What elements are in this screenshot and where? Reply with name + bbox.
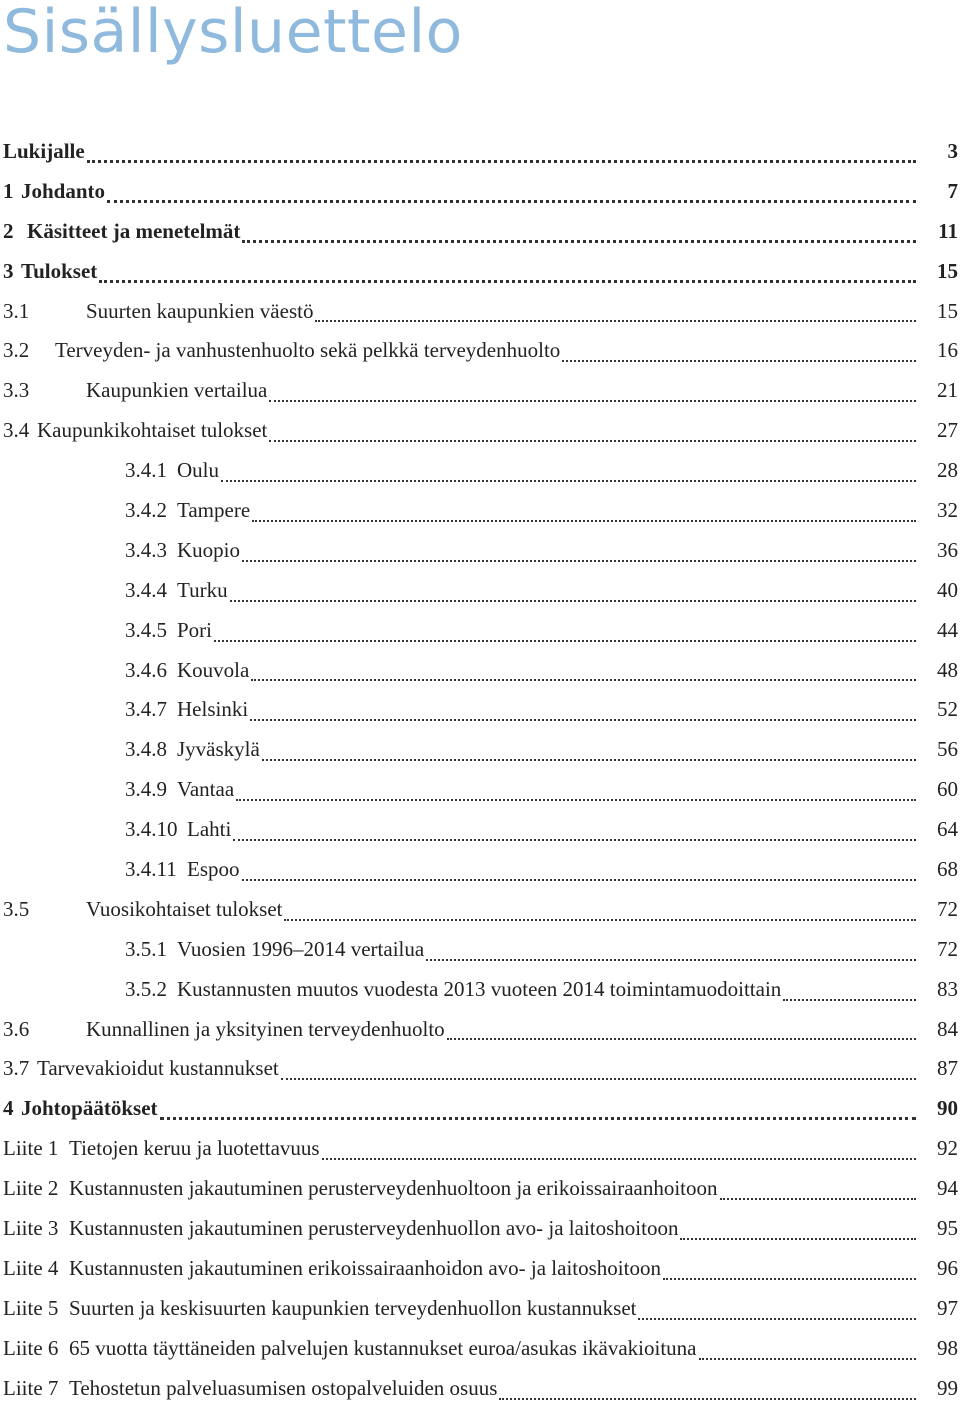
- toc-entry-title: Tehostetun palveluasumisen ostopalveluiden osuus: [69, 1375, 498, 1400]
- dot-leader: [160, 1089, 916, 1129]
- toc-entry[interactable]: [0, 890, 960, 930]
- dot-leader: [221, 451, 916, 491]
- toc-entry-number: 3.4.5: [125, 617, 167, 642]
- dot-leader: [87, 132, 916, 172]
- toc-entry-page-number: 7: [947, 178, 958, 203]
- toc-entry[interactable]: [0, 491, 960, 531]
- toc-entry-page-number: 40: [937, 577, 958, 602]
- toc-entry-page-number: 64: [937, 817, 958, 842]
- toc-entry-number: Liite 7: [3, 1375, 59, 1400]
- dot-leader: [783, 970, 916, 1010]
- toc-entry-title: Lahti: [187, 817, 232, 842]
- dot-leader: [214, 611, 916, 651]
- toc-entry-title: Terveyden- ja vanhustenhuolto sekä pelkkä terveydenhuolto: [55, 338, 561, 363]
- toc-entry-title: Suurten ja keskisuurten kaupunkien terveydenhuollon kustannukset: [69, 1295, 637, 1320]
- toc-entry-page-number: 83: [937, 976, 958, 1001]
- toc-entry[interactable]: [0, 371, 960, 411]
- toc-entry-number: Liite 2: [3, 1176, 59, 1201]
- toc-entry-page-number: 56: [937, 737, 958, 762]
- toc-entry[interactable]: [0, 930, 960, 970]
- toc-entry-page-number: 3: [947, 139, 958, 163]
- dot-leader: [242, 531, 916, 571]
- toc-entry[interactable]: [0, 172, 960, 212]
- toc-entry-page-number: 87: [937, 1056, 958, 1081]
- toc-entry-title: Kustannusten jakautuminen erikoissairaanhoidon avo- ja laitoshoitoon: [69, 1255, 661, 1280]
- toc-entry-number: 3.2: [3, 338, 30, 363]
- toc-entry-page-number: 96: [937, 1255, 958, 1280]
- toc-entry[interactable]: [0, 1329, 960, 1369]
- toc-entry[interactable]: [0, 1089, 960, 1129]
- toc-entry-page-number: 28: [937, 458, 958, 483]
- toc-entry[interactable]: [0, 1010, 960, 1050]
- dot-leader: [230, 571, 916, 611]
- toc-entry[interactable]: [0, 690, 960, 730]
- toc-entry-page-number: 84: [937, 1016, 958, 1041]
- toc-entry[interactable]: [0, 411, 960, 451]
- toc-entry-title: Kustannusten jakautuminen perusterveydenhuoltoon ja erikoissairaanhoitoon: [69, 1176, 718, 1201]
- toc-entry-title: Lukijalle: [3, 139, 85, 163]
- dot-leader: [284, 890, 916, 930]
- dot-leader: [262, 730, 916, 770]
- toc-entry-number: 3.6: [3, 1016, 30, 1041]
- toc-entry[interactable]: [0, 531, 960, 571]
- toc-entry-page-number: 94: [937, 1176, 958, 1201]
- toc-entry-title: Vuosien 1996–2014 vertailua: [177, 936, 425, 961]
- toc-entry[interactable]: [0, 651, 960, 691]
- toc-entry[interactable]: [0, 132, 960, 172]
- toc-entry[interactable]: [0, 1169, 960, 1209]
- toc-entry-page-number: 90: [937, 1096, 958, 1121]
- toc-entry-page-number: 15: [937, 298, 958, 323]
- toc-entry-number: 3.4.8: [125, 737, 167, 762]
- toc-entry-title: Kustannusten jakautuminen perusterveydenhuollon avo- ja laitoshoitoon: [69, 1216, 679, 1241]
- toc-entry-page-number: 48: [937, 657, 958, 682]
- toc-entry-page-number: 21: [937, 378, 958, 403]
- dot-leader: [242, 212, 916, 252]
- toc-entry-number: 3.5.1: [125, 936, 167, 961]
- toc-entry-number: 3.1: [3, 298, 30, 323]
- toc-entry-title: Tampere: [177, 498, 251, 523]
- toc-entry-page-number: 68: [937, 857, 958, 882]
- toc-entry-page-number: 60: [937, 777, 958, 802]
- toc-entry-number: Liite 3: [3, 1216, 59, 1241]
- toc-entry-number: 3.4.7: [125, 697, 167, 722]
- toc-entry-title: Tietojen keruu ja luotettavuus: [69, 1136, 320, 1161]
- toc-entry[interactable]: [0, 970, 960, 1010]
- toc-entry[interactable]: [0, 571, 960, 611]
- toc-entry-title: Kuopio: [177, 537, 240, 562]
- toc-entry-title: Johtopäätökset: [21, 1096, 158, 1121]
- toc-entry-number: 1: [3, 178, 14, 203]
- dot-leader: [107, 172, 916, 212]
- toc-entry-number: 3.4.1: [125, 458, 167, 483]
- dot-leader: [426, 930, 916, 970]
- dot-leader: [680, 1209, 916, 1249]
- toc-entry-number: 2: [3, 218, 14, 243]
- toc-entry-title: Oulu: [177, 458, 219, 483]
- dot-leader: [242, 850, 917, 890]
- dot-leader: [562, 331, 916, 371]
- toc-entry-title: Vantaa: [177, 777, 235, 802]
- dot-leader: [315, 292, 916, 332]
- toc-entry[interactable]: [0, 212, 960, 252]
- toc-entry[interactable]: [0, 1049, 960, 1089]
- toc-entry-number: 3.3: [3, 378, 30, 403]
- toc-entry-number: 3.4.9: [125, 777, 167, 802]
- toc-entry-number: 3.4.6: [125, 657, 167, 682]
- toc-entry-title: Espoo: [187, 857, 240, 882]
- dot-leader: [638, 1289, 916, 1329]
- toc-entry-title: Jyväskylä: [177, 737, 260, 762]
- toc-entry[interactable]: [0, 1249, 960, 1289]
- toc-entry-page-number: 52: [937, 697, 958, 722]
- dot-leader: [699, 1329, 917, 1369]
- toc-entry-page-number: 36: [937, 537, 958, 562]
- toc-entry-title: Kaupunkien vertailua: [86, 378, 268, 403]
- toc-entry-title: Johdanto: [21, 178, 106, 203]
- toc-entry-page-number: 72: [937, 936, 958, 961]
- toc-entry-title: Kustannusten muutos vuodesta 2013 vuoteen 2014 toimintamuodoittain: [177, 976, 782, 1001]
- toc-entry-number: Liite 4: [3, 1255, 59, 1280]
- toc-entry-number: Liite 1: [3, 1136, 59, 1161]
- dot-leader: [269, 371, 916, 411]
- toc-entry-title: Turku: [177, 577, 228, 602]
- toc-entry-title: 65 vuotta täyttäneiden palvelujen kustannukset euroa/asukas ikävakioituna: [69, 1335, 697, 1360]
- dot-leader: [252, 491, 916, 531]
- toc-entry-title: Tarvevakioidut kustannukset: [37, 1056, 279, 1081]
- toc-entry-page-number: 97: [937, 1295, 958, 1320]
- toc-entry[interactable]: [0, 611, 960, 651]
- toc-entry-number: Liite 5: [3, 1295, 59, 1320]
- dot-leader: [720, 1169, 916, 1209]
- dot-leader: [322, 1129, 916, 1169]
- dot-leader: [663, 1249, 916, 1289]
- toc-entry-page-number: 16: [937, 338, 958, 363]
- toc-entry-number: 3.4.4: [125, 577, 167, 602]
- toc-entry-page-number: 95: [937, 1216, 958, 1241]
- toc-entry-number: 3.4.10: [125, 817, 178, 842]
- page-title: Sisällysluettelo: [3, 0, 463, 67]
- toc-entry-page-number: 32: [937, 498, 958, 523]
- toc-entry[interactable]: [0, 1209, 960, 1249]
- dot-leader: [447, 1010, 916, 1050]
- toc-entry[interactable]: [0, 331, 960, 371]
- toc-entry[interactable]: [0, 770, 960, 810]
- dot-leader: [236, 770, 916, 810]
- toc-entry-title: Tulokset: [21, 258, 98, 283]
- toc-entry-title: Vuosikohtaiset tulokset: [86, 896, 283, 921]
- toc-entry[interactable]: [0, 810, 960, 850]
- dot-leader: [251, 651, 916, 691]
- toc-entry-number: 3.4.2: [125, 498, 167, 523]
- toc-entry[interactable]: [0, 1289, 960, 1329]
- toc-entry[interactable]: [0, 730, 960, 770]
- toc-entry-number: 3: [3, 258, 14, 283]
- toc-entry-number: 3.4.3: [125, 537, 167, 562]
- dot-leader: [281, 1049, 916, 1089]
- toc-entry-number: 4: [3, 1096, 14, 1121]
- toc-entry-page-number: 44: [937, 617, 958, 642]
- toc-entry-title: Suurten kaupunkien väestö: [86, 298, 314, 323]
- toc-entry-page-number: 98: [937, 1335, 958, 1360]
- toc-entry-page-number: 99: [937, 1375, 958, 1400]
- toc-entry-title: Kunnallinen ja yksityinen terveydenhuolto: [86, 1016, 445, 1041]
- toc-entry-page-number: 92: [937, 1136, 958, 1161]
- toc-entry-number: 3.4.11: [125, 857, 177, 882]
- toc-entry-title: Kouvola: [177, 657, 250, 682]
- toc-entry[interactable]: [0, 451, 960, 491]
- toc-entry-number: 3.7: [3, 1056, 30, 1081]
- toc-entry-page-number: 15: [937, 258, 958, 283]
- dot-leader: [269, 411, 916, 451]
- toc-entry-number: 3.4: [3, 418, 30, 443]
- table-of-contents: [0, 132, 960, 1409]
- toc-entry-title: Käsitteet ja menetelmät: [27, 218, 241, 243]
- toc-entry[interactable]: [0, 1129, 960, 1169]
- toc-entry-number: Liite 6: [3, 1335, 59, 1360]
- toc-entry-title: Kaupunkikohtaiset tulokset: [37, 418, 268, 443]
- toc-entry[interactable]: [0, 252, 960, 292]
- dot-leader: [99, 252, 916, 292]
- toc-entry-number: 3.5.2: [125, 976, 167, 1001]
- toc-entry-number: 3.5: [3, 896, 30, 921]
- toc-entry-title: Helsinki: [177, 697, 249, 722]
- toc-entry[interactable]: [0, 850, 960, 890]
- dot-leader: [233, 810, 916, 850]
- toc-entry-title: Pori: [177, 617, 213, 642]
- toc-entry[interactable]: [0, 292, 960, 332]
- toc-entry-page-number: 11: [938, 218, 958, 243]
- toc-entry-page-number: 72: [937, 896, 958, 921]
- dot-leader: [250, 690, 916, 730]
- toc-entry-page-number: 27: [937, 418, 958, 443]
